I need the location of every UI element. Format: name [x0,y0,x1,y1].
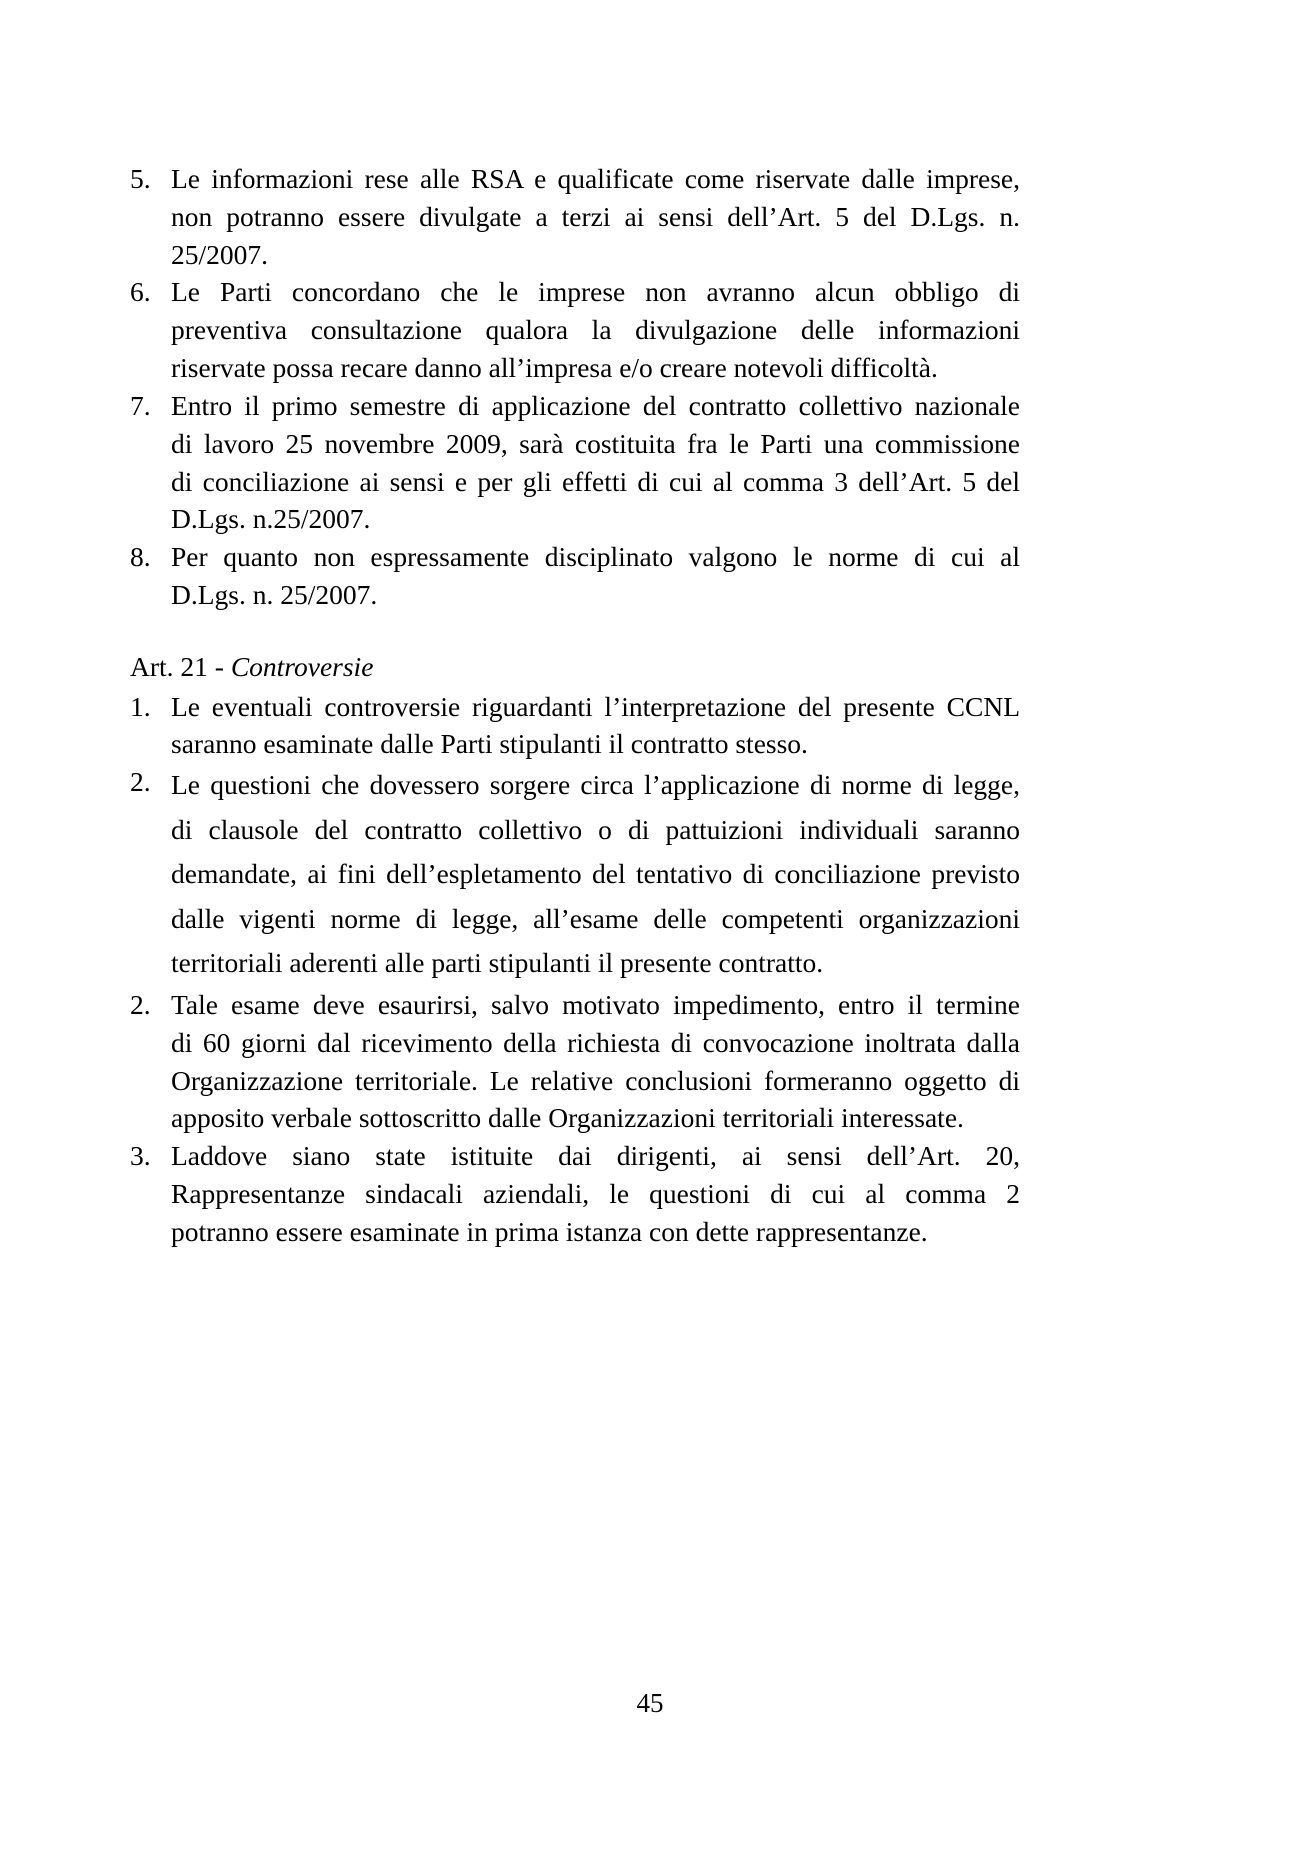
list-item [128,273,1020,386]
text-line: Le Parti concordano che le imprese non avranno alcun obbligo di [171,276,1020,308]
list-item [128,387,1020,538]
text-line: riservate possa recare danno all’impresa e/o creare notevoli difficoltà. [171,352,938,384]
text-line: Laddove siano state istituite dai dirigenti, ai sensi dell’Art. 20, [171,1140,1020,1172]
list-item-marker: 5. [130,163,151,194]
list-item-marker: 8. [130,541,151,573]
text-line: potranno essere esaminate in prima istanza con dette rappresentanze. [171,1215,928,1247]
text-line: territoriali aderenti alle parti stipulanti il presente contratto. [171,947,824,979]
list-item-marker: 2. [130,988,151,1020]
heading-prefix: Art. 21 - [130,650,231,682]
text-line: D.Lgs. n.25/2007. [171,503,371,535]
section-heading-art-21 [128,648,1020,686]
text-line: preventiva consultazione qualora la divulgazione delle informazioni [171,314,1020,346]
text-line: non potranno essere divulgate a terzi ai sensi dell’Art. 5 del D.Lgs. n. [171,200,1020,232]
list-item-text [171,688,1020,764]
text-line: Le eventuali controversie riguardanti l’interpretazione del presente CCNL [171,690,1020,722]
list-item [128,1137,1020,1250]
numbered-list-continued [128,160,1020,614]
list-item-text [171,763,1020,986]
section-spacer [128,614,1020,648]
text-line: Tale esame deve esaurirsi, salvo motivato impedimento, entro il termine [171,988,1020,1020]
list-item-marker: 6. [130,276,151,308]
text-line: 25/2007. [171,238,269,270]
list-item [128,160,1020,273]
text-line: Organizzazione territoriale. Le relative conclusioni formeranno oggetto di [171,1064,1020,1096]
heading-title: Controversie [230,650,374,682]
list-item [128,763,1020,986]
list-item-text [171,538,1020,614]
list-item-text [171,986,1020,1137]
page-number: 45 [636,1688,664,1718]
text-line: saranno esaminate dalle Parti stipulanti il contratto stesso. [171,728,808,760]
text-line: Rappresentanze sindacali aziendali, le questioni di cui al comma 2 [171,1177,1020,1209]
numbered-list-art-21 [128,688,1020,1251]
list-item [128,986,1020,1137]
text-line: di conciliazione ai sensi e per gli effetti di cui al comma 3 dell’Art. 5 del [171,465,1020,497]
list-item-marker: 2. [130,766,151,798]
text-line: Entro il primo semestre di applicazione del contratto collettivo nazionale [171,389,1020,421]
list-item [128,688,1020,764]
list-item-marker: 1. [130,690,151,722]
text-line: Le informazioni rese alle RSA e qualificate come riservate dalle imprese, [171,163,1020,194]
list-item-text [171,387,1020,538]
text-line: dalle vigenti norme di legge, all’esame delle competenti organizzazioni [171,902,1020,934]
list-item-marker: 3. [130,1140,151,1172]
page-content [128,160,1020,1251]
list-item-marker: 7. [130,389,151,421]
list-item-text [171,1137,1020,1250]
text-line: demandate, ai fini dell’espletamento del tentativo di conciliazione previsto [171,858,1020,890]
list-item [128,538,1020,614]
list-item-text [171,160,1020,273]
text-line: di clausole del contratto collettivo o di pattuizioni individuali saranno [171,813,1020,845]
list-item-text [171,273,1020,386]
text-line: Per quanto non espressamente disciplinato valgono le norme di cui al [171,541,1020,573]
text-line: di 60 giorni dal ricevimento della richiesta di convocazione inoltrata dalla [171,1026,1020,1058]
text-line: di lavoro 25 novembre 2009, sarà costituita fra le Parti una commissione [171,427,1020,459]
text-line: D.Lgs. n. 25/2007. [171,578,378,610]
text-line: Le questioni che dovessero sorgere circa l’applicazione di norme di legge, [171,769,1020,801]
text-line: apposito verbale sottoscritto dalle Organizzazioni territoriali interessate. [171,1102,964,1134]
